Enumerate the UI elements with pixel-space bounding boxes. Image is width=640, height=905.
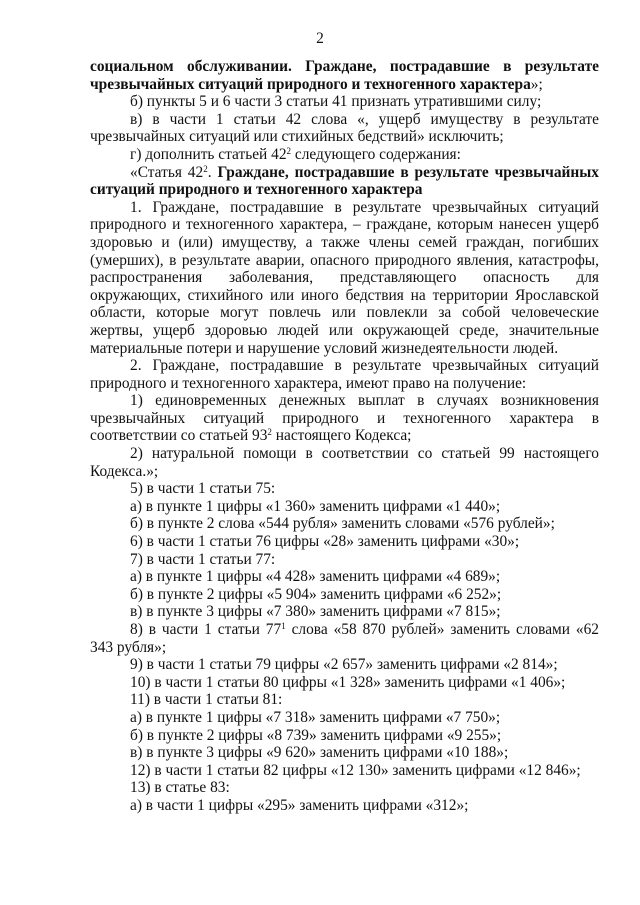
part-2-item-1-text: 1) единовременных денежных выплат в случаях возникновения чрезвычайных ситуаций природного и техногенного характера в соответствии со статьей 93 xyxy=(90,392,599,445)
amendment-item-11: 11) в части 1 статьи 81: xyxy=(130,691,283,709)
amendment-item-7a: а) в пункте 1 цифры «4 428» заменить цифрами «4 689»; xyxy=(130,568,501,586)
intro-paragraph xyxy=(90,58,599,93)
amendment-item-10: 10) в части 1 статьи 80 цифры «1 328» заменить цифрами «1 406»; xyxy=(130,673,566,691)
amendment-item-5a: а) в пункте 1 цифры «1 360» заменить цифрами «1 440»; xyxy=(130,497,501,515)
article-part-2-item-1 xyxy=(90,392,599,445)
article-dot: . xyxy=(207,163,212,181)
item-8-superscript: 1 xyxy=(281,621,286,631)
amendment-item-9: 9) в части 1 статьи 79 цифры «2 657» заменить цифрами «2 814»; xyxy=(130,656,558,674)
item-8-text: 8) в части 1 статьи 77 xyxy=(130,621,282,638)
amendment-item-5: 5) в части 1 статьи 75: xyxy=(130,480,276,498)
article-title: Граждане, пострадавшие в результате чрезвычайных ситуаций природного и техногенного характера xyxy=(90,163,599,199)
item-v-paragraph: в) в части 1 статьи 42 слова «, ущерб имуществу в результате чрезвычайных ситуаций или стихийных бедствий» исключить; xyxy=(90,110,599,146)
amendment-item-7: 7) в части 1 статьи 77: xyxy=(130,550,276,568)
page-number: 2 xyxy=(316,30,324,47)
amendment-item-7b: б) в пункте 2 цифры «5 904» заменить цифрами «6 252»; xyxy=(130,585,502,603)
amendment-item-7v: в) в пункте 3 цифры «7 380» заменить цифрами «7 815»; xyxy=(130,603,501,621)
intro-tail: »; xyxy=(530,75,543,93)
article-superscript: 2 xyxy=(203,163,208,174)
article-part-2-item-2: 2) натуральной помощи в соответствии со статьей 99 настоящего Кодекса.»; xyxy=(90,445,599,480)
article-part-2: 2. Граждане, пострадавшие в результате чрезвычайных ситуаций природного и техногенного характера, имеют право на получение: xyxy=(90,357,599,392)
intro-bold-text: социальном обслуживании. Граждане, пострадавшие в результате чрезвычайных ситуаций природного и техногенного характера xyxy=(90,58,599,93)
amendment-item-8 xyxy=(90,621,599,656)
amendment-item-5b: б) в пункте 2 слова «544 рубля» заменить словами «576 рублей»; xyxy=(130,515,555,533)
item-8-text-end: слова «58 870 рублей» заменить словами «62 343 рубля»; xyxy=(90,621,600,656)
document-body xyxy=(90,58,599,815)
item-g-text: г) дополнить статьей 42 xyxy=(130,145,287,163)
item-g-superscript: 2 xyxy=(286,145,292,156)
amendment-item-12: 12) в части 1 статьи 82 цифры «12 130» заменить цифрами «12 846»; xyxy=(130,761,581,779)
amendment-item-13: 13) в статье 83: xyxy=(130,779,230,797)
part-2-item-1-superscript: 2 xyxy=(267,427,272,438)
item-g-paragraph xyxy=(90,146,599,164)
item-g-text-end: следующего содержания: xyxy=(291,145,461,163)
amendment-item-11b: б) в пункте 2 цифры «8 739» заменить цифрами «9 255»; xyxy=(130,726,502,744)
amendment-item-13a: а) в части 1 цифры «295» заменить цифрами «312»; xyxy=(130,796,469,814)
amendment-item-11v: в) в пункте 3 цифры «9 620» заменить цифрами «10 188»; xyxy=(130,744,509,762)
article-part-1: 1. Граждане, пострадавшие в результате чрезвычайных ситуаций природного и техногенного характера, – граждане, которым нанесен ущерб здоровью и (или) имуществу, а также члены семей граждан, погибших (умерших), в результате аварии, опасного природного явления, катастрофы, распространения заболевания, представляющего опасность для окружающих, стихийного или иного бедствия на территории Ярославской области, которые могут повлечь или повлекли за собой человеческие жертвы, ущерб здоровью людей или окружающей среде, значительные материальные потери и нарушение условий жизнедеятельности людей. xyxy=(90,198,599,357)
article-label: «Статья 42 xyxy=(130,163,204,181)
item-b-paragraph: б) пункты 5 и 6 части 3 статьи 41 признать утратившими силу; xyxy=(130,93,542,111)
amendment-item-6: 6) в части 1 статьи 76 цифры «28» заменить цифрами «30»; xyxy=(130,533,520,551)
amendment-item-11a: а) в пункте 1 цифры «7 318» заменить цифрами «7 750»; xyxy=(130,708,501,726)
part-2-item-1-text-end: настоящего Кодекса; xyxy=(271,427,412,445)
article-heading xyxy=(90,164,599,199)
